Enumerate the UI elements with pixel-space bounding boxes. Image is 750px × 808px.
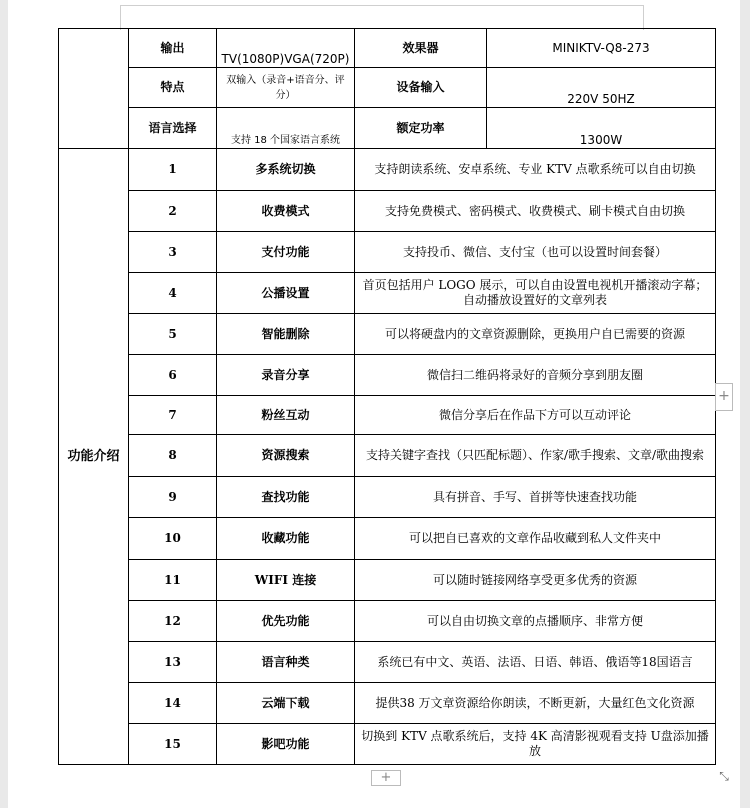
feature-row — [59, 314, 716, 355]
feature-number: 10 — [129, 518, 217, 560]
header-value[interactable]: 1300W — [487, 108, 716, 149]
header-value[interactable]: TV(1080P)VGA(720P) — [217, 29, 355, 68]
feature-description[interactable]: 支持朗读系统、安卓系统、专业 KTV 点歌系统可以自由切换 — [355, 149, 716, 191]
add-row-button[interactable]: + — [371, 770, 401, 786]
header-value[interactable]: 支持 18 个国家语言系统 — [217, 108, 355, 149]
feature-description[interactable]: 可以随时链接网络享受更多优秀的资源 — [355, 560, 716, 601]
header-row — [59, 108, 716, 149]
header-row — [59, 68, 716, 108]
feature-row — [59, 273, 716, 314]
feature-name[interactable]: 收费模式 — [217, 191, 355, 232]
feature-name[interactable]: 查找功能 — [217, 477, 355, 518]
feature-number: 1 — [129, 149, 217, 191]
feature-number: 2 — [129, 191, 217, 232]
feature-row — [59, 601, 716, 642]
feature-name[interactable]: 录音分享 — [217, 355, 355, 396]
feature-number: 3 — [129, 232, 217, 273]
header-label: 效果器 — [355, 29, 487, 68]
feature-name[interactable]: 影吧功能 — [217, 724, 355, 765]
feature-number: 6 — [129, 355, 217, 396]
table-resize-handle[interactable]: ⤡ — [719, 769, 729, 783]
feature-name[interactable]: 智能删除 — [217, 314, 355, 355]
feature-name[interactable]: 粉丝互动 — [217, 396, 355, 435]
feature-number: 12 — [129, 601, 217, 642]
feature-name[interactable]: 资源搜索 — [217, 435, 355, 477]
feature-row — [59, 232, 716, 273]
feature-number: 7 — [129, 396, 217, 435]
corner-cell — [59, 29, 129, 149]
feature-description[interactable]: 可以自由切换文章的点播顺序、非常方便 — [355, 601, 716, 642]
feature-name[interactable]: 支付功能 — [217, 232, 355, 273]
feature-row — [59, 477, 716, 518]
feature-row — [59, 683, 716, 724]
feature-name[interactable]: 收藏功能 — [217, 518, 355, 560]
feature-number: 11 — [129, 560, 217, 601]
feature-description[interactable]: 切换到 KTV 点歌系统后，支持 4K 高清影视观看支持 U盘添加播放 — [355, 724, 716, 765]
feature-description[interactable]: 微信扫二维码将录好的音频分享到朋友圈 — [355, 355, 716, 396]
feature-description[interactable]: 支持投币、微信、支付宝（也可以设置时间套餐） — [355, 232, 716, 273]
feature-row — [59, 724, 716, 765]
feature-row — [59, 396, 716, 435]
feature-row — [59, 149, 716, 191]
feature-row — [59, 560, 716, 601]
feature-description[interactable]: 支持免费模式、密码模式、收费模式、刷卡模式自由切换 — [355, 191, 716, 232]
feature-description[interactable]: 微信分享后在作品下方可以互动评论 — [355, 396, 716, 435]
feature-number: 9 — [129, 477, 217, 518]
section-label: 功能介绍 — [59, 149, 129, 765]
feature-row — [59, 518, 716, 560]
feature-description[interactable]: 首页包括用户 LOGO 展示，可以自由设置电视机开播滚动字幕；自动播放设置好的文章列表 — [355, 273, 716, 314]
header-row — [59, 29, 716, 68]
feature-number: 14 — [129, 683, 217, 724]
feature-number: 8 — [129, 435, 217, 477]
page-gutter-left — [0, 0, 8, 808]
feature-name[interactable]: 优先功能 — [217, 601, 355, 642]
header-label: 语言选择 — [129, 108, 217, 149]
header-label: 额定功率 — [355, 108, 487, 149]
header-label: 输出 — [129, 29, 217, 68]
feature-description[interactable]: 具有拼音、手写、首拼等快速查找功能 — [355, 477, 716, 518]
add-column-button[interactable]: + — [715, 383, 733, 411]
feature-name[interactable]: 语言种类 — [217, 642, 355, 683]
feature-description[interactable]: 可以把自已喜欢的文章作品收藏到私人文件夹中 — [355, 518, 716, 560]
feature-description[interactable]: 系统已有中文、英语、法语、日语、韩语、俄语等18国语言 — [355, 642, 716, 683]
feature-number: 15 — [129, 724, 217, 765]
feature-name[interactable]: WIFI 连接 — [217, 560, 355, 601]
spec-table — [58, 28, 716, 765]
feature-number: 13 — [129, 642, 217, 683]
feature-name[interactable]: 公播设置 — [217, 273, 355, 314]
header-label: 设备输入 — [355, 68, 487, 108]
feature-name[interactable]: 多系统切换 — [217, 149, 355, 191]
header-value[interactable]: 双输入（录音+语音分、评分） — [217, 68, 355, 108]
feature-row — [59, 191, 716, 232]
header-label: 特点 — [129, 68, 217, 108]
feature-row — [59, 355, 716, 396]
header-area — [120, 5, 644, 30]
feature-number: 5 — [129, 314, 217, 355]
header-value[interactable]: MINIKTV-Q8-273 — [487, 29, 716, 68]
feature-row — [59, 642, 716, 683]
feature-description[interactable]: 提供38 万文章资源给你朗读，不断更新，大量红色文化资源 — [355, 683, 716, 724]
feature-name[interactable]: 云端下载 — [217, 683, 355, 724]
feature-row — [59, 435, 716, 477]
feature-description[interactable]: 支持关键字查找（只匹配标题）、作家/歌手搜索、文章/歌曲搜索 — [355, 435, 716, 477]
header-value[interactable]: 220V 50HZ — [487, 68, 716, 108]
feature-number: 4 — [129, 273, 217, 314]
page-gutter-right — [740, 0, 750, 808]
feature-description[interactable]: 可以将硬盘内的文章资源删除，更换用户自已需要的资源 — [355, 314, 716, 355]
